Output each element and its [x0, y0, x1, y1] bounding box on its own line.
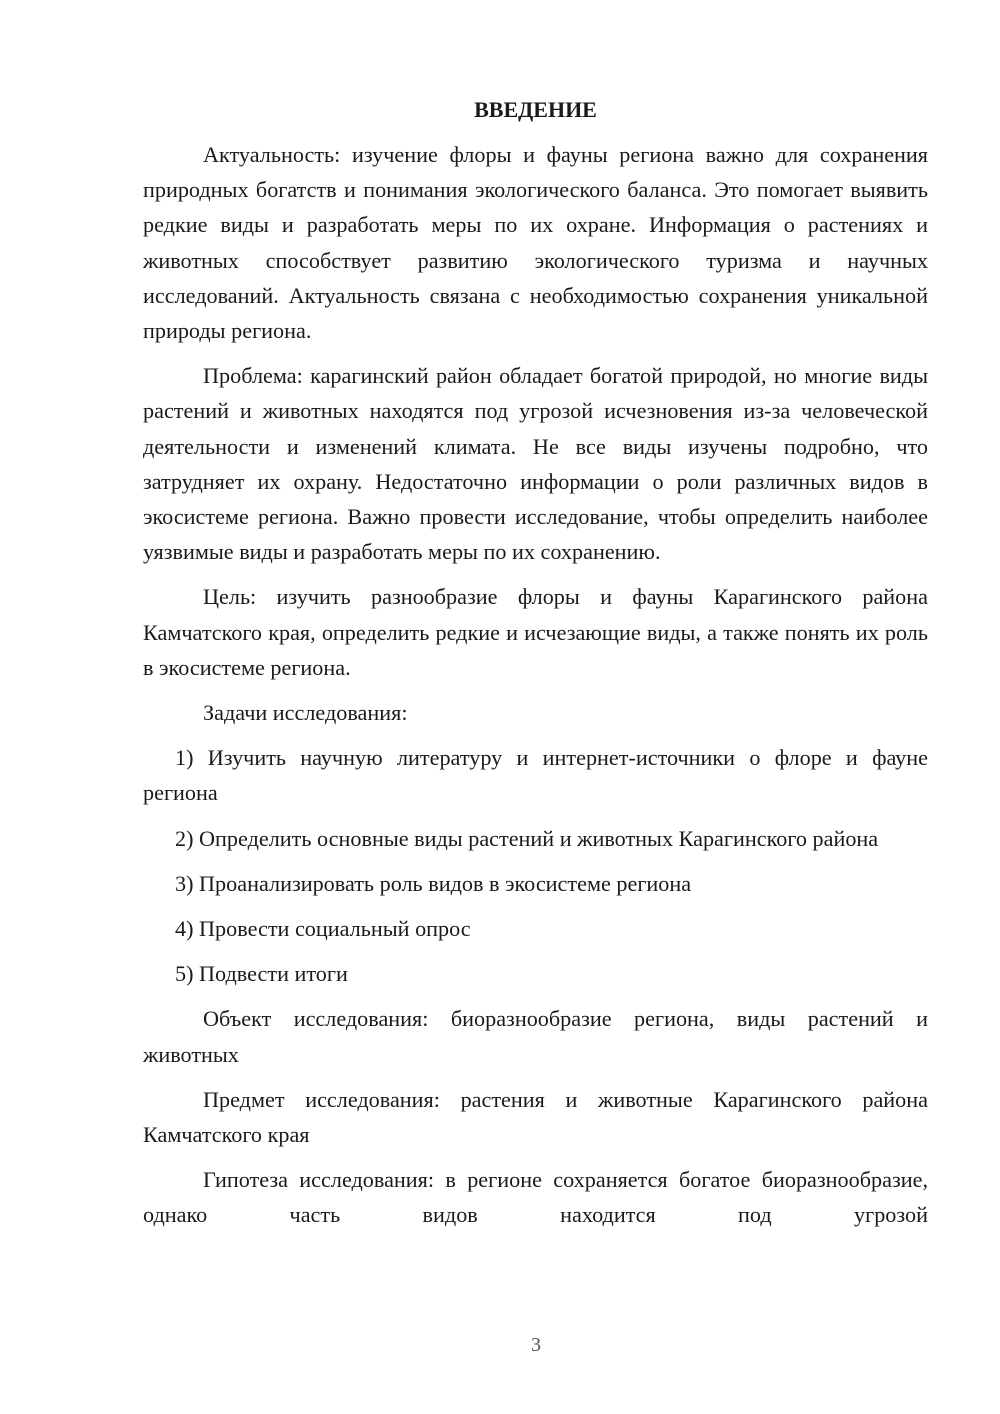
subject-paragraph: Предмет исследования: растения и животные Карагинского района Камчатского края	[143, 1086, 928, 1148]
page-number: 3	[531, 1334, 541, 1356]
problem-paragraph: Проблема: карагинский район обладает богатой природой, но многие виды растений и животных находятся под угрозой исчезновения из-за человеческой деятельности и изменений климата. Не все виды изучены подробно, что затрудняет их охрану. Недостаточно информации о роли различных видов в экосистеме региона. Важно провести исследование, чтобы определить наиболее уязвимые виды и разработать меры по их сохранению.	[143, 363, 928, 565]
relevance-paragraph: Актуальность: изучение флоры и фауны региона важно для сохранения природных богатств и понимания экологического баланса. Это помогает выявить редкие виды и разработать меры по их охране. Информация о растениях и животных способствует развитию экологического туризма и научных исследований. Актуальность связана с необходимостью сохранения уникальной природы региона.	[143, 142, 928, 344]
task-item-5: 5) Подвести итоги	[175, 961, 348, 987]
task-item-1: 1) Изучить научную литературу и интернет-источники о флоре и фауне региона	[143, 745, 928, 806]
document-body	[143, 95, 928, 1243]
hypothesis-paragraph: Гипотеза исследования: в регионе сохраняется богатое биоразнообразие, однако часть видов находится под угрозой	[143, 1167, 928, 1228]
task-item-4: 4) Провести социальный опрос	[175, 916, 471, 942]
tasks-heading: Задачи исследования:	[203, 700, 408, 726]
page-title: ВВЕДЕНИЕ	[474, 97, 597, 122]
task-item-2: 2) Определить основные виды растений и животных Карагинского района	[175, 825, 879, 851]
goal-paragraph: Цель: изучить разнообразие флоры и фауны Карагинского района Камчатского края, определить редкие и исчезающие виды, а также понять их роль в экосистеме региона.	[143, 584, 928, 680]
object-paragraph: Объект исследования: биоразнообразие региона, виды растений и животных	[143, 1006, 928, 1067]
task-item-3: 3) Проанализировать роль видов в экосистеме региона	[175, 870, 692, 896]
